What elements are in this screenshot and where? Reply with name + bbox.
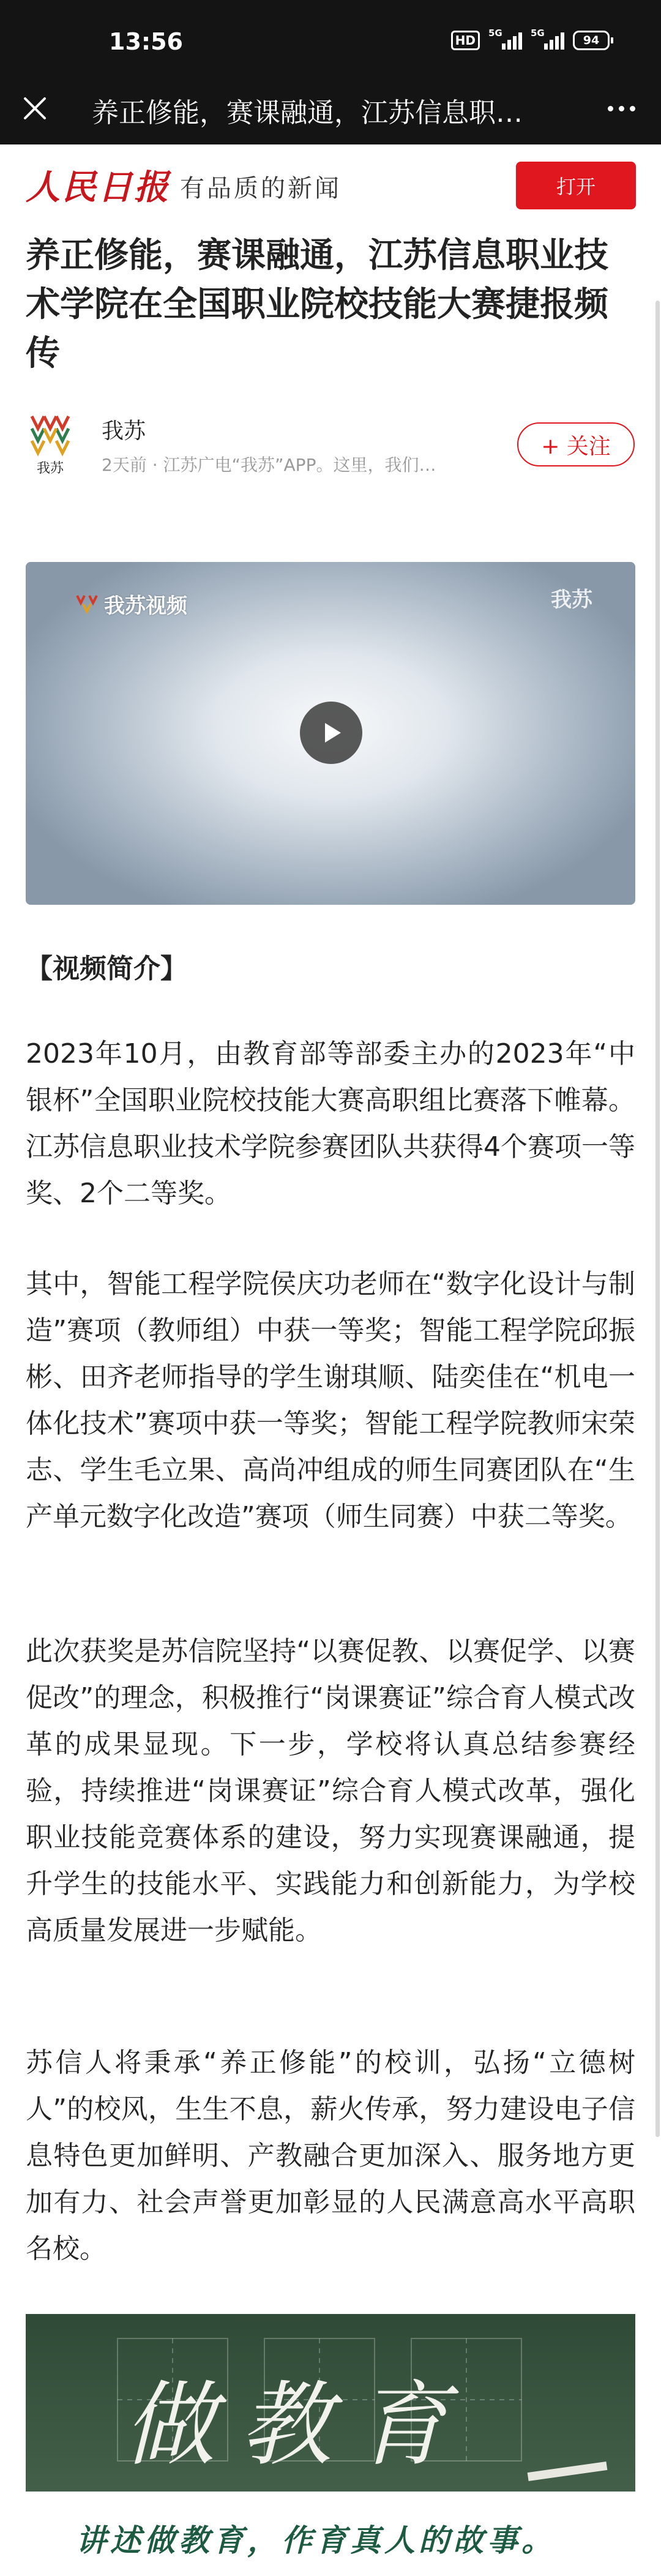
close-button[interactable] (13, 87, 56, 130)
banner-title: 做教育 (124, 2372, 473, 2479)
article-paragraph: 苏信人将秉承“养正修能”的校训，弘扬“立德树人”的校风，生生不息，薪火传承，努力建设电子信息特色更加鲜明、产教融合更加深入、服务地方更加有力、社会声誉更加彰显的人民满意高水平高职名校。 (26, 2047, 635, 2264)
video-watermark: 我苏 (551, 588, 592, 612)
section-label: 【视频简介】 (26, 953, 187, 984)
video-player[interactable] (26, 562, 635, 905)
article-paragraph: 2023年10月，由教育部等部委主办的2023年“中银杯”全国职业院校技能大赛高职组比赛落下帷幕。江苏信息职业技术学院参赛团队共获得4个赛项一等奖、2个二等奖。 (26, 1038, 635, 1209)
signal-icon: 5G (531, 31, 564, 50)
chalkboard (26, 2314, 635, 2498)
more-button[interactable] (600, 87, 643, 130)
video-logo-text: 我苏视频 (104, 594, 187, 618)
article-banner-image[interactable] (26, 2314, 635, 2576)
article-paragraph: 其中，智能工程学院侯庆功老师在“数字化设计与制造”赛项（教师组）中获一等奖；智能工程学院邱振彬、田齐老师指导的学生谢琪顺、陆奕佳在“机电一体化技术”赛项中获一等奖；智能工程学院教师宋荣志、学生毛立果、高尚冲组成的师生同赛团队在“生产单元数字化改造”赛项（师生同赛）中获二等奖。 (26, 1268, 635, 1532)
author-name[interactable]: 我苏 (102, 419, 146, 444)
status-icons (451, 28, 613, 50)
title-bar (0, 72, 661, 144)
article-headline: 养正修能，赛课融通，江苏信息职业技术学院在全国职业院校技能大赛捷报频传 (26, 236, 608, 373)
battery-level: 94 (583, 34, 600, 47)
brand-slogan: 有品质的新闻 (180, 174, 342, 203)
page-title: 养正修能，赛课融通，江苏信息职… (92, 97, 523, 129)
brand-logo: 人民日报 (26, 167, 170, 208)
author-logo-icon (26, 410, 75, 477)
author-meta: 2天前 · 江苏广电“我苏”APP。这里，我们… (102, 455, 436, 475)
avatar-text: 我苏 (36, 461, 64, 476)
video-brand-icon (75, 592, 99, 616)
scrollbar[interactable] (655, 144, 661, 2576)
article-paragraph: 此次获奖是苏信院坚持“以赛促教、以赛促学、以赛促改”的理念，积极推行“岗课赛证”综合育人模式改革的成果显现。下一步，学校将认真总结参赛经验，持续推进“岗课赛证”综合育人模式改革，强化职业技能竞赛体系的建设，努力实现赛课融通，提升学生的技能水平、实践能力和创新能力，为学校高质量发展进一步赋能。 (26, 1636, 635, 1946)
signal-icon: 5G (488, 31, 522, 50)
play-button[interactable] (300, 702, 362, 764)
battery-icon (573, 31, 613, 50)
banner-caption-text: 讲述做教育，作育真人的故事。 (76, 2522, 556, 2558)
open-app-button[interactable]: 打开 (516, 162, 636, 209)
scrollbar-thumb[interactable] (655, 301, 660, 2137)
status-time: 13:56 (109, 28, 183, 55)
more-icon (608, 106, 613, 111)
avatar[interactable] (26, 410, 75, 477)
close-icon (23, 96, 47, 121)
video-logo (75, 589, 187, 619)
hd-icon: HD (451, 31, 480, 50)
banner-caption (26, 2492, 635, 2576)
follow-button[interactable]: + 关注 (517, 422, 635, 466)
play-icon (318, 719, 345, 746)
